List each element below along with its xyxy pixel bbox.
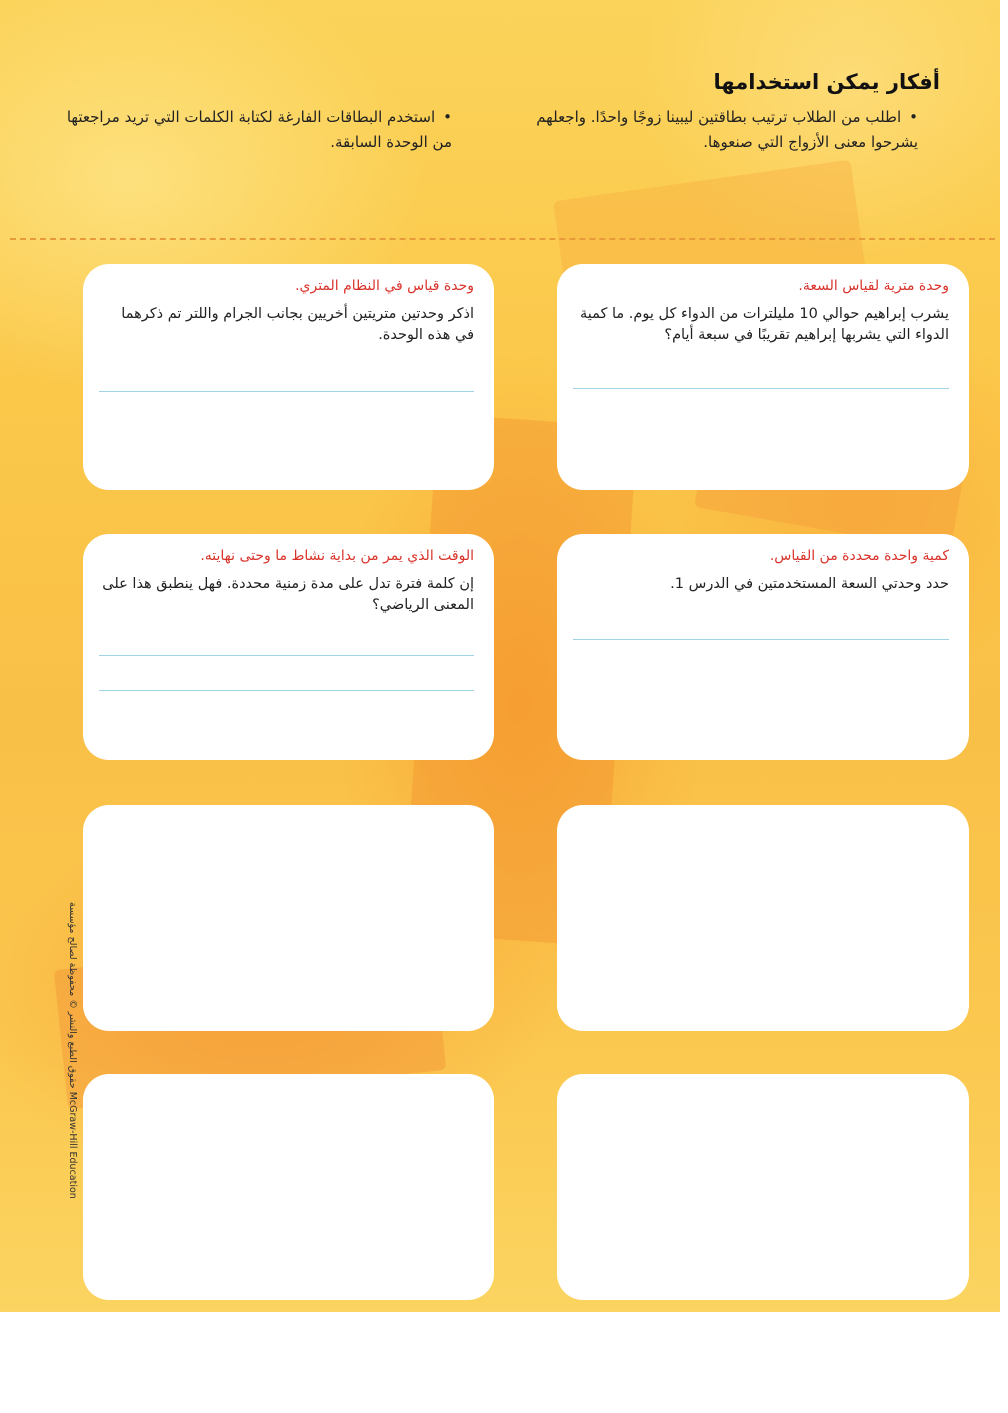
cut-line [10,238,995,240]
vocab-card [557,264,969,490]
card-title: وحدة قياس في النظام المتري. [295,278,474,294]
vocab-card [557,534,969,760]
idea-item [52,105,452,155]
idea-item [523,105,918,155]
idea-text: اطلب من الطلاب ترتيب بطاقتين ليبينا زوجًا واحدًا. واجعلهم يشرحوا معنى الأزواج التي صنعوها. [536,108,918,151]
card-title: وحدة مترية لقياس السعة. [798,278,949,294]
blank-card [557,805,969,1031]
blank-card [83,805,494,1031]
card-prompt: اذكر وحدتين متريتين أخريين بجانب الجرام واللتر تم ذكرهما في هذه الوحدة. [121,306,474,343]
card-prompt: إن كلمة فترة تدل على مدة زمنية محددة. فهل ينطبق هذا على المعنى الرياضي؟ [102,576,474,613]
bullet-icon: • [909,108,918,126]
card-prompt: حدد وحدتي السعة المستخدمتين في الدرس 1. [670,576,949,592]
copyright-credit: حقوق الطبع والنشر © محفوظة لصالح مؤسسة McGraw-Hill Education [67,902,78,1199]
bullet-icon: • [443,108,452,126]
answer-line [573,388,949,389]
blank-card [557,1074,969,1300]
idea-text: استخدم البطاقات الفارغة لكتابة الكلمات التي تريد مراجعتها من الوحدة السابقة. [66,108,452,151]
answer-line [99,391,474,392]
blank-card [83,1074,494,1300]
answer-line [99,655,474,656]
card-title: الوقت الذي يمر من بداية نشاط ما وحتى نهايته. [200,548,474,564]
answer-line [99,690,474,691]
vocab-card [83,534,494,760]
vocab-card [83,264,494,490]
card-prompt: يشرب إبراهيم حوالي 10 مليلترات من الدواء كل يوم. ما كمية الدواء التي يشربها إبراهيم تقريبًا في سبعة أيام؟ [579,306,949,343]
page-title: أفكار يمكن استخدامها [713,70,940,94]
answer-line [573,639,949,640]
card-title: كمية واحدة محددة من القياس. [769,548,949,564]
